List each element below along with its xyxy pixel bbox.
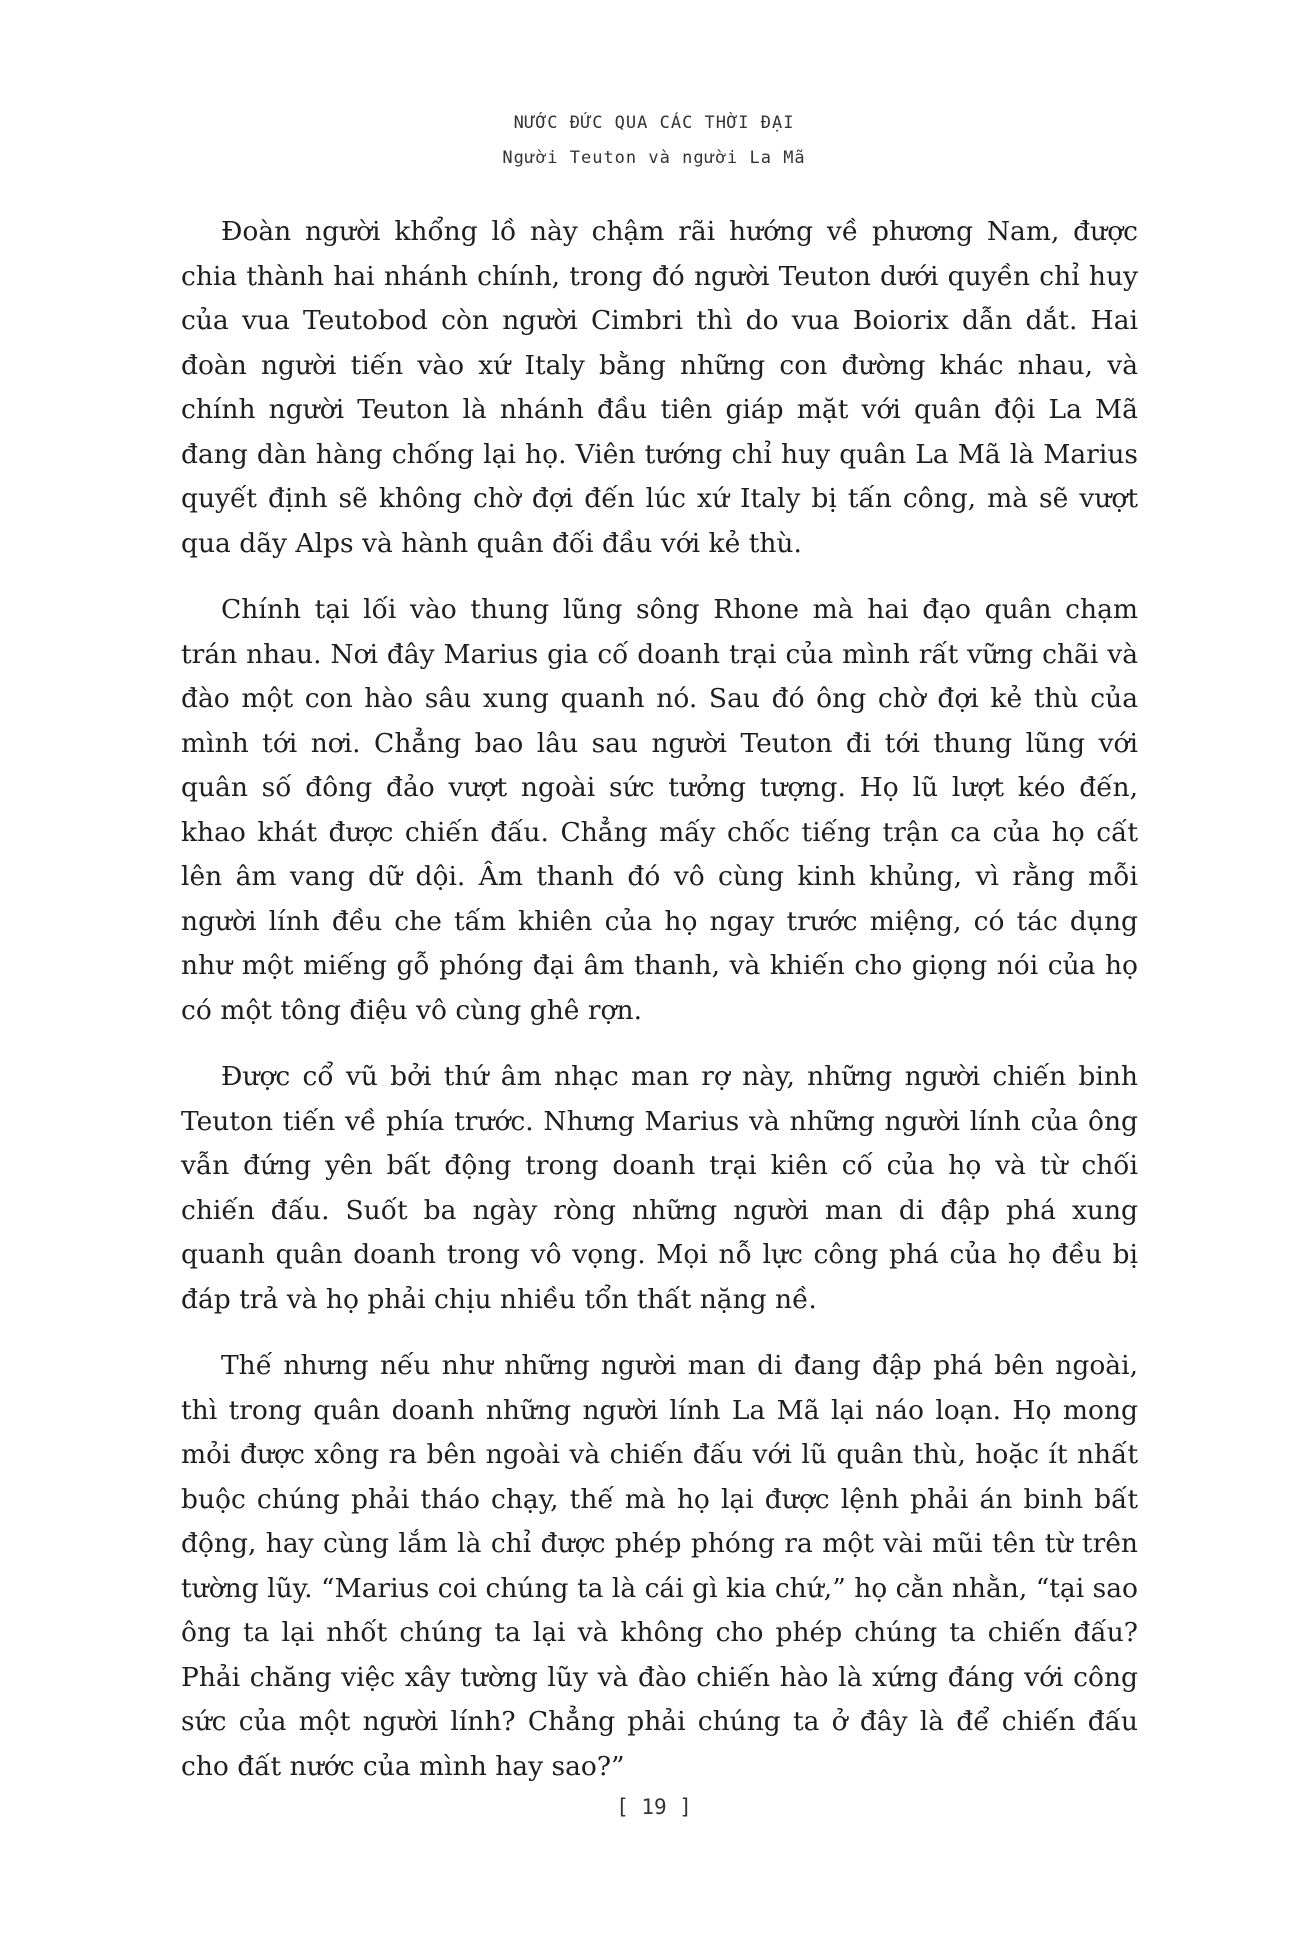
paragraph-4: Thế nhưng nếu như những người man di đang đập phá bên ngoài, thì trong quân doanh những người lính La Mã lại náo loạn. Họ mong mỏi được xông ra bên ngoài và chiến đấu với lũ quân thù, hoặc ít nhất buộc chúng phải tháo chạy, thế mà họ lại được lệnh phải án binh bất động, hay cùng lắm là chỉ được phép phóng ra một vài mũi tên từ trên tường lũy. “Marius coi chúng ta là cái gì kia chứ,” họ cằn nhằn, “tại sao ông ta lại nhốt chúng ta lại và không cho phép chúng ta chiến đấu? Phải chăng việc xây tường lũy và đào chiến hào là xứng đáng với công sức của một người lính? Chẳng phải chúng ta ở đây là để chiến đấu cho đất nước của mình hay sao?”	[181, 1350, 1138, 1782]
running-header-book-title: NƯỚC ĐỨC QUA CÁC THỜI ĐẠI	[513, 113, 795, 133]
paragraph-2: Chính tại lối vào thung lũng sông Rhone mà hai đạo quân chạm trán nhau. Nơi đây Marius gia cố doanh trại của mình rất vững chãi và đào một con hào sâu xung quanh nó. Sau đó ông chờ đợi kẻ thù của mình tới nơi. Chẳng bao lâu sau người Teuton đi tới thung lũng với quân số đông đảo vượt ngoài sức tưởng tượng. Họ lũ lượt kéo đến, khao khát được chiến đấu. Chẳng mấy chốc tiếng trận ca của họ cất lên âm vang dữ dội. Âm thanh đó vô cùng kinh khủng, vì rằng mỗi người lính đều che tấm khiên của họ ngay trước miệng, có tác dụng như một miếng gỗ phóng đại âm thanh, và khiến cho giọng nói của họ có một tông điệu vô cùng ghê rợn.	[181, 594, 1138, 1026]
paragraph-1: Đoàn người khổng lồ này chậm rãi hướng về phương Nam, được chia thành hai nhánh chính, trong đó người Teuton dưới quyền chỉ huy của vua Teutobod còn người Cimbri thì do vua Boiorix dẫn dắt. Hai đoàn người tiến vào xứ Italy bằng những con đường khác nhau, và chính người Teuton là nhánh đầu tiên giáp mặt với quân đội La Mã đang dàn hàng chống lại họ. Viên tướng chỉ huy quân La Mã là Marius quyết định sẽ không chờ đợi đến lúc xứ Italy bị tấn công, mà sẽ vượt qua dãy Alps và hành quân đối đầu với kẻ thù.	[181, 216, 1138, 559]
page-number: [ 19 ]	[616, 1795, 692, 1819]
paragraph-3: Được cổ vũ bởi thứ âm nhạc man rợ này, những người chiến binh Teuton tiến về phía trước. Nhưng Marius và những người lính của ông vẫn đứng yên bất động trong doanh trại kiên cố của họ và từ chối chiến đấu. Suốt ba ngày ròng những người man di đập phá xung quanh quân doanh trong vô vọng. Mọi nỗ lực công phá của họ đều bị đáp trả và họ phải chịu nhiều tổn thất nặng nề.	[181, 1061, 1138, 1315]
body-text	[181, 210, 1138, 1811]
running-header-chapter-title: Người Teuton và người La Mã	[502, 148, 806, 168]
